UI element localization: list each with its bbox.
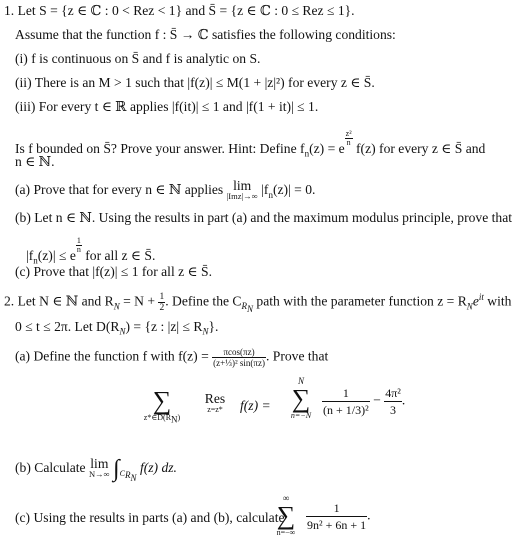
sum-over-n: N ∑ n=−N [290,376,312,420]
p2-part-b: (b) Calculate lim N→∞ $\int_{C_{R_N}}$ f(z) dz. [15,456,177,484]
term-fraction: $\frac{1}{\text{(n + 1/3)²}}$ − $\frac{\text{4π²}}{3}$ . [323,386,406,417]
p1-condition-ii: (ii) There is an M > 1 such that |f(z)| ≤ M(1 + |z|²) for every z ∈ S̄. [15,75,375,90]
p2-line2: 0 ≤ t ≤ 2π. Let $D(R_N) = \{z$ : $|z| \le R_N$}. [15,319,219,337]
p1-line2: Assume that the function f : S̄ → ℂ satisfies the following conditions: [15,27,396,42]
fz-equals: f(z) = [240,398,271,413]
p1-part-b-line2: $|f_n(z)| \le e$ $\frac{1}{n}$ for all z ∈ S̄. [26,236,156,266]
p1-question-line2: n ∈ ℕ. [15,154,55,169]
p1-part-c: (c) Prove that |f(z)| ≤ 1 for all z ∈ S̄. [15,264,212,279]
p1-condition-i: (i) f is continuous on S̄ and f is analytic on S. [15,51,261,66]
p2-part-a: (a) Define the function f with f(z) = $\frac{\pi\cos(\pi z)}{\text{(z+⅓)² sin(πz)}}$ . Prove that [15,347,329,368]
p2-line1: 2. Let N ∈ ℕ and $R_N = N$ + $\frac{1}{2}$ . Define the $C_{R_N}$ path with the parameter function $z = R_Ne^{it}$ with [4,292,512,315]
sum-infinite: ∞ ∑ n=−∞ [276,493,296,537]
p1-line1: 1. Let S = {z ∈ ℂ : 0 < Rez < 1} and S̄ = {z ∈ ℂ : 0 ≤ Rez ≤ 1}. [4,3,355,18]
p1-part-b: (b) Let n ∈ ℕ. Using the results in part (a) and the maximum modulus principle, prove that [15,210,512,225]
residue-operator: Res z=z* [204,391,226,414]
series-term: $\frac{1}{\text{9n² + 6n + 1}}$ . [307,501,371,532]
p2-part-c: (c) Using the results in parts (a) and (b), calculate [15,510,285,525]
p1-part-a: (a) Prove that for every n ∈ ℕ applies lim |Imz|→∞ $|f_n(z)| = 0$. [15,178,316,201]
p1-question: Is f bounded on S̄? Prove your answer. Hint: Define $f_n(z) = e$ $\frac{\text{z²}}{n}$ f(z) for every z ∈ S̄ and [15,129,486,159]
p1-condition-iii: (iii) For every t ∈ ℝ applies |f(it)| ≤ 1 and |f(1 + it)| ≤ 1. [15,99,319,114]
sum-residues: ∑ $z*\in D(R_N)$ [143,386,181,425]
